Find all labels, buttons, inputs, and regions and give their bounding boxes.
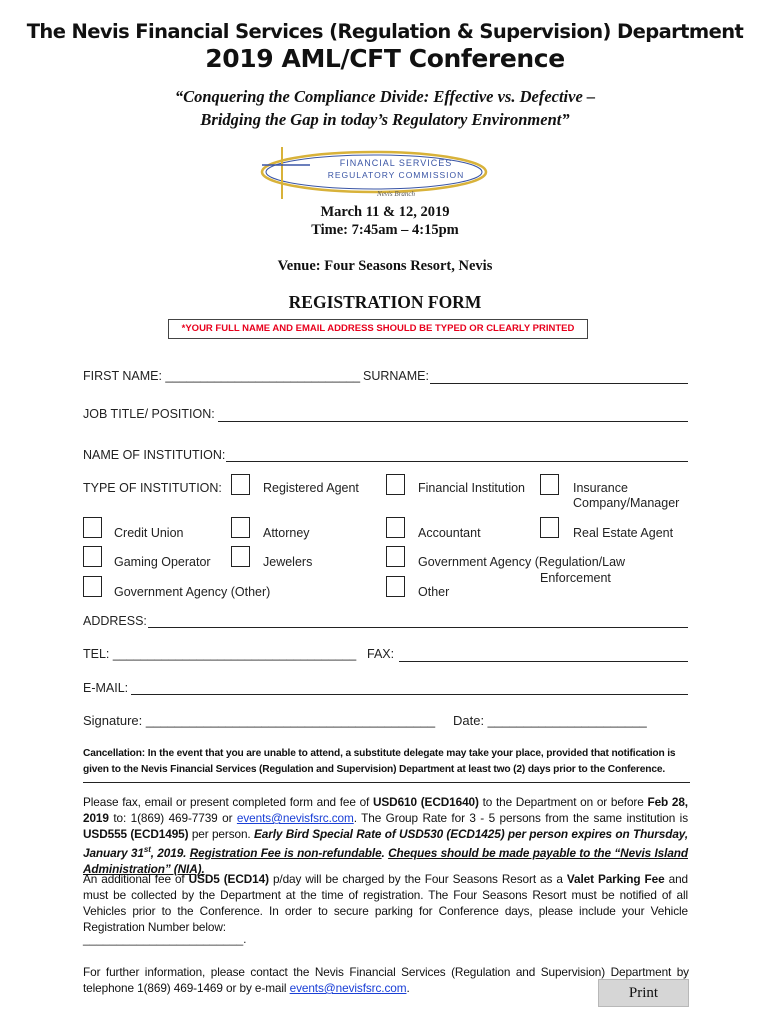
option-accountant: Accountant — [418, 526, 481, 540]
institution-name-label: NAME OF INSTITUTION: — [83, 448, 226, 462]
date-label: Date: ______________________ — [453, 713, 647, 728]
option-financial-institution: Financial Institution — [418, 481, 526, 495]
first-name-label: FIRST NAME: ____________________________ — [83, 369, 361, 383]
contact-text: For further information, please contact the Nevis Financial Services (Regulation and Supervision) Department by telephone 1(869) 469-1469 or by e-mail — [83, 965, 689, 995]
non-refundable-text: Registration Fee is non-refundable — [189, 845, 382, 860]
theme-line-1: “Conquering the Compliance Divide: Effective vs. Defective – — [174, 87, 596, 106]
fax-field[interactable] — [399, 661, 688, 662]
fee-text-c: to: 1(869) 469-7739 or — [108, 811, 237, 825]
checkbox-credit-union[interactable] — [83, 517, 102, 538]
parking-fee: USD5 (ECD14) — [188, 872, 269, 886]
parking-text-a: An additional fee of — [83, 872, 189, 886]
option-gaming-operator: Gaming Operator — [114, 555, 211, 569]
checkbox-attorney[interactable] — [231, 517, 250, 538]
option-other: Other — [418, 585, 450, 599]
checkbox-financial-institution[interactable] — [386, 474, 405, 495]
valet-parking-label: Valet Parking Fee — [566, 872, 665, 886]
early-bird-text: Early Bird Special Rate of USD530 (ECD1425) per person expires on Thursday, January 31 — [83, 827, 688, 860]
cancellation-line1: Cancellation: In the event that you are unable to attend, a substitute delegate may take your place, provided that notification is — [83, 748, 676, 759]
fsrc-logo — [248, 145, 494, 201]
option-registered-agent: Registered Agent — [263, 481, 359, 495]
fsrc-logo-graphic — [248, 145, 494, 201]
parking-text-c: and must be collected by the Department at the time of registration. The Four Seasons Resort must be notified of all Vehicles prior to the Conference. In order to secure parking for Conference days, please include your Vehicle Registration Number below: — [83, 872, 688, 934]
cancellation-notice — [83, 746, 693, 778]
option-gov-other: Government Agency (Other) — [114, 585, 271, 599]
conference-title: 2019 AML/CFT Conference — [205, 44, 565, 73]
signature-label: Signature: ________________________________________ — [83, 713, 436, 728]
checkbox-gov-other[interactable] — [83, 576, 102, 597]
events-email-link[interactable]: events@nevisfsrc.com — [236, 811, 354, 825]
fax-label: FAX: — [367, 647, 395, 661]
job-title-field[interactable] — [218, 421, 688, 422]
email-field[interactable] — [131, 694, 688, 695]
option-gov-regulation-line2: Enforcement — [540, 571, 611, 585]
checkbox-gov-regulation[interactable] — [386, 546, 405, 567]
notice-box: *YOUR FULL NAME AND EMAIL ADDRESS SHOULD BE TYPED OR CLEARLY PRINTED — [168, 319, 588, 339]
option-gov-regulation-line1: Government Agency (Regulation/Law — [418, 555, 626, 569]
email-label: E-MAIL: — [83, 681, 129, 695]
option-insurance-line1: Insurance — [573, 481, 628, 495]
checkbox-registered-agent[interactable] — [231, 474, 250, 495]
checkbox-jewelers[interactable] — [231, 546, 250, 567]
vehicle-registration-field[interactable]: ________________________. — [83, 932, 247, 946]
fee-deadline: Feb 28, 2019 — [83, 795, 688, 825]
fee-amount: USD610 (ECD1640) — [372, 795, 479, 809]
cancellation-line2: given to the Nevis Financial Services (Regulation and Supervision) Department at least two (2) days prior to the Conference. — [83, 764, 666, 775]
fee-text-b: to the Department on or before — [478, 795, 648, 809]
logo-text-line1: FINANCIAL SERVICES — [339, 158, 453, 168]
institution-type-label: TYPE OF INSTITUTION: — [83, 481, 222, 495]
fee-text-d: . The Group Rate for 3 - 5 persons from the same institution is — [353, 811, 688, 825]
logo-text-line3: Nevis Branch — [377, 190, 415, 198]
theme-line-2: Bridging the Gap in today’s Regulatory Environment” — [200, 110, 570, 129]
fee-text-e: per person. — [188, 827, 254, 841]
surname-field[interactable] — [430, 383, 688, 384]
job-title-label: JOB TITLE/ POSITION: — [83, 407, 215, 421]
fee-text-a: Please fax, email or present completed form and fee of — [83, 795, 373, 809]
option-jewelers: Jewelers — [263, 555, 313, 569]
option-real-estate: Real Estate Agent — [573, 526, 674, 540]
early-bird-end: , 2019. — [150, 845, 187, 860]
registration-form-title: REGISTRATION FORM — [288, 292, 482, 312]
tel-label: TEL: ___________________________________ — [83, 647, 357, 661]
early-bird-sup: st — [143, 845, 151, 854]
cheques-text: Cheques should be made payable to the “Nevis Island Administration” (NIA). — [83, 845, 688, 876]
checkbox-real-estate[interactable] — [540, 517, 559, 538]
parking-paragraph — [83, 871, 688, 935]
event-venue: Venue: Four Seasons Resort, Nevis — [277, 258, 493, 274]
print-button[interactable]: Print — [598, 979, 689, 1007]
option-insurance-line2: Company/Manager — [573, 496, 680, 510]
option-attorney: Attorney — [263, 526, 310, 540]
contact-email-link[interactable]: events@nevisfsrc.com — [289, 981, 407, 995]
option-credit-union: Credit Union — [114, 526, 184, 540]
checkbox-other[interactable] — [386, 576, 405, 597]
institution-name-field[interactable] — [226, 461, 688, 462]
address-field[interactable] — [148, 627, 688, 628]
logo-text-line2: REGULATORY COMMISSION — [327, 170, 465, 180]
event-time: Time: 7:45am – 4:15pm — [311, 222, 459, 238]
contact-end: . — [406, 981, 410, 995]
checkbox-gaming-operator[interactable] — [83, 546, 102, 567]
department-title: The Nevis Financial Services (Regulation & Supervision) Department — [26, 20, 744, 43]
fee-paragraph: Please fax, email or present completed form and fee of USD610 (ECD1640) to the Department on or before Feb 28, 2019 to: 1(869) 469-7739 or events@nevisfsrc.com. The Group Rate for 3 - 5 persons from the same institution is USD555 (ECD1495) per person. Early Bird Special Rate of USD530 (ECD1425) per person expires on Thursday, January 31st, 2019. Registration Fee is non-refundable. Cheques should be made payable to the “Nevis Island Administration” (NIA). — [83, 795, 688, 876]
parking-text-b: p/day will be charged by the Four Seasons Resort as a — [268, 872, 567, 886]
checkbox-accountant[interactable] — [386, 517, 405, 538]
checkbox-insurance[interactable] — [540, 474, 559, 495]
event-dates: March 11 & 12, 2019 — [320, 204, 450, 220]
group-rate: USD555 (ECD1495) — [83, 827, 189, 841]
address-label: ADDRESS: — [83, 614, 147, 628]
surname-label: SURNAME: — [363, 369, 429, 383]
section-divider — [83, 782, 690, 783]
